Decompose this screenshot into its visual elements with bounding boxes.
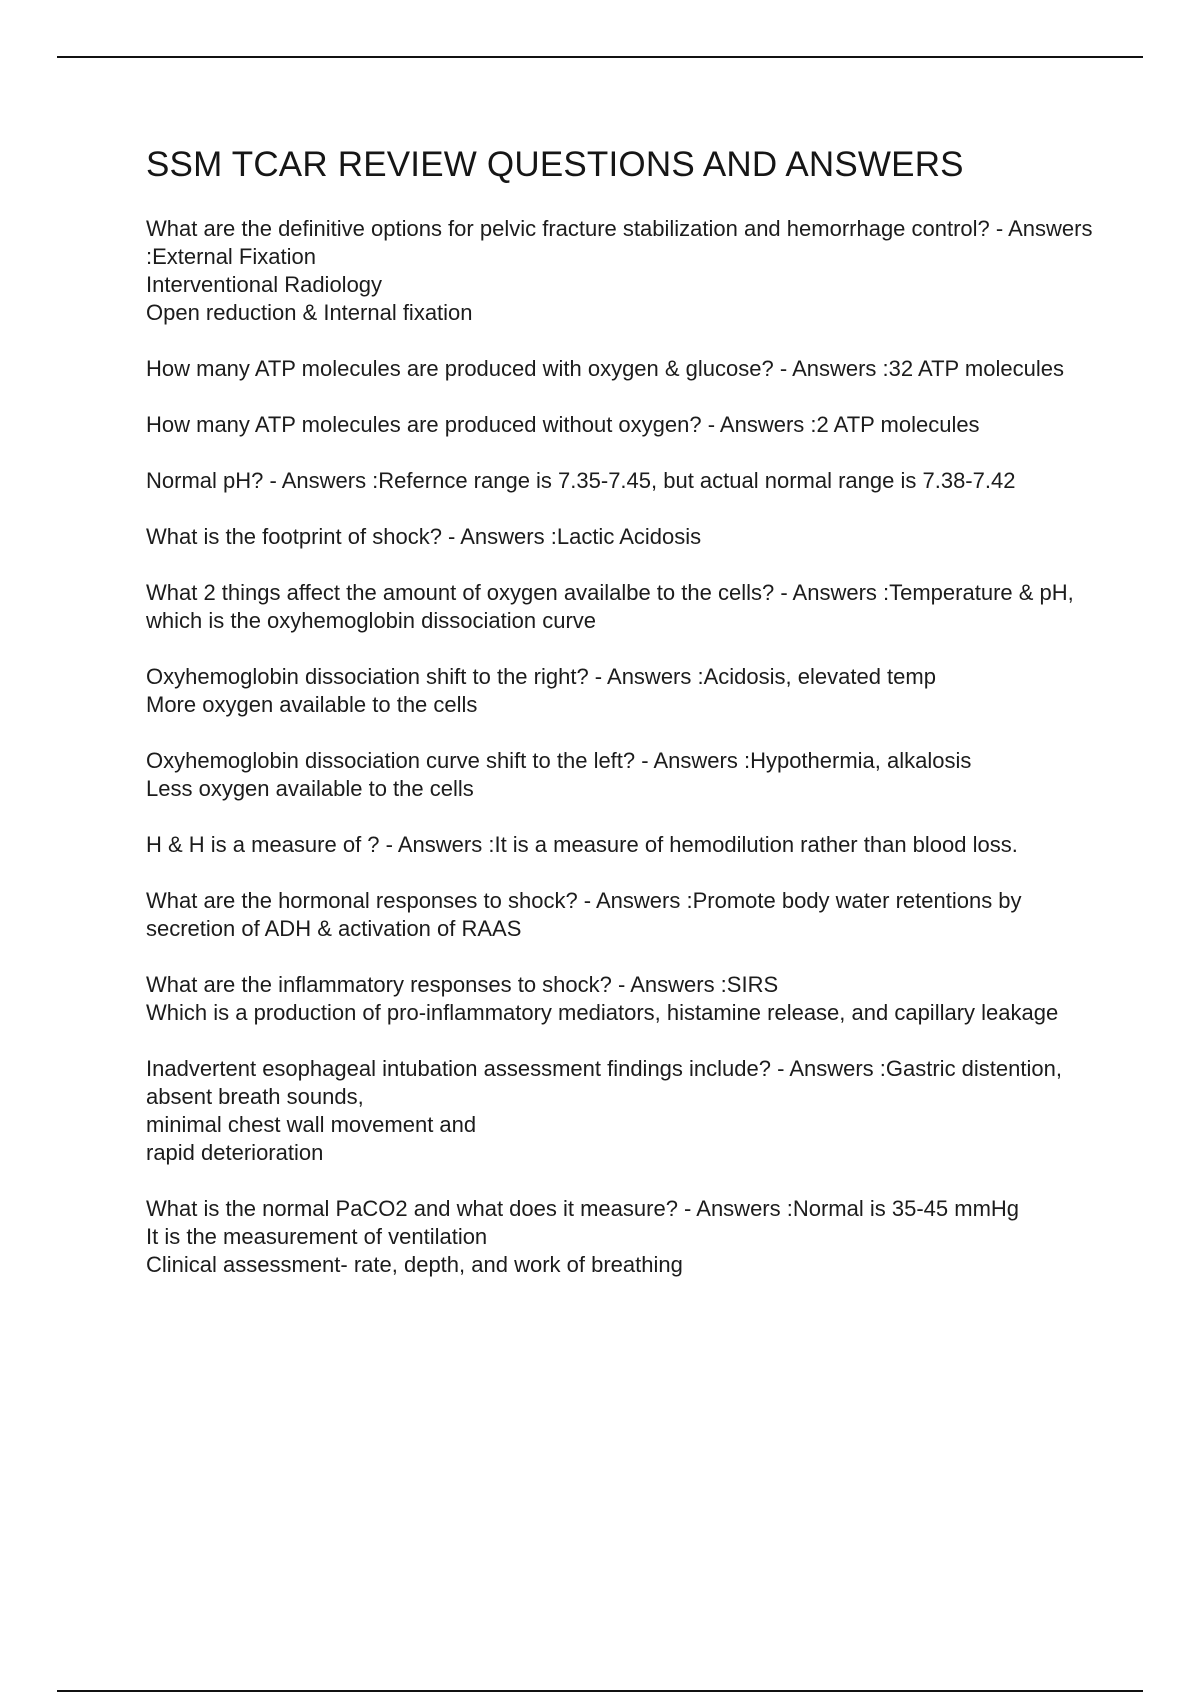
top-divider (57, 56, 1143, 58)
qa-line: Open reduction & Internal fixation (146, 300, 473, 325)
qa-entry (146, 411, 1096, 439)
qa-line: Oxyhemoglobin dissociation curve shift to the left? - Answers :Hypothermia, alkalosis (146, 748, 972, 773)
qa-entry (146, 971, 1096, 1027)
qa-line: rapid deterioration (146, 1140, 324, 1165)
qa-line: More oxygen available to the cells (146, 692, 478, 717)
qa-entry (146, 355, 1096, 383)
qa-line: How many ATP molecules are produced without oxygen? - Answers :2 ATP molecules (146, 412, 980, 437)
qa-entry (146, 831, 1096, 859)
qa-line: Interventional Radiology (146, 272, 383, 297)
qa-entry (146, 1055, 1096, 1167)
document-body (146, 140, 1096, 1307)
qa-line: Inadvertent esophageal intubation assessment findings include? - Answers :Gastric distention, (146, 1056, 1062, 1081)
qa-entry (146, 215, 1096, 327)
qa-line: What are the inflammatory responses to shock? - Answers :SIRS (146, 972, 779, 997)
qa-line: What are the hormonal responses to shock? - Answers :Promote body water retentions by secretion of ADH & activation of RAAS (146, 888, 1022, 941)
qa-entry (146, 887, 1096, 943)
qa-line: minimal chest wall movement and (146, 1112, 477, 1137)
qa-line: Clinical assessment- rate, depth, and work of breathing (146, 1252, 683, 1277)
qa-line: absent breath sounds, (146, 1084, 364, 1109)
qa-entry (146, 747, 1096, 803)
qa-entry (146, 663, 1096, 719)
qa-line: Normal pH? - Answers :Refernce range is 7.35-7.45, but actual normal range is 7.38-7.42 (146, 468, 1016, 493)
qa-entry (146, 1195, 1096, 1279)
qa-entry (146, 467, 1096, 495)
qa-line: Less oxygen available to the cells (146, 776, 474, 801)
qa-line: How many ATP molecules are produced with oxygen & glucose? - Answers :32 ATP molecules (146, 356, 1064, 381)
qa-line: What is the footprint of shock? - Answers :Lactic Acidosis (146, 524, 702, 549)
qa-line: What are the definitive options for pelvic fracture stabilization and hemorrhage control? - Answers :External Fixation (146, 216, 1093, 269)
qa-entry (146, 523, 1096, 551)
qa-entry (146, 579, 1096, 635)
qa-line: Oxyhemoglobin dissociation shift to the right? - Answers :Acidosis, elevated temp (146, 664, 936, 689)
qa-line: What is the normal PaCO2 and what does it measure? - Answers :Normal is 35-45 mmHg (146, 1196, 1020, 1221)
qa-line: H & H is a measure of ? - Answers :It is a measure of hemodilution rather than blood loss. (146, 832, 1018, 857)
qa-line: It is the measurement of ventilation (146, 1224, 488, 1249)
bottom-divider (57, 1690, 1143, 1692)
document-title: SSM TCAR REVIEW QUESTIONS AND ANSWERS (146, 145, 964, 184)
qa-line: What 2 things affect the amount of oxygen availalbe to the cells? - Answers :Temperature & pH, which is the oxyhemoglobin dissociation curve (146, 580, 1074, 633)
qa-line: Which is a production of pro-inflammatory mediators, histamine release, and capillary leakage (146, 1000, 1059, 1025)
